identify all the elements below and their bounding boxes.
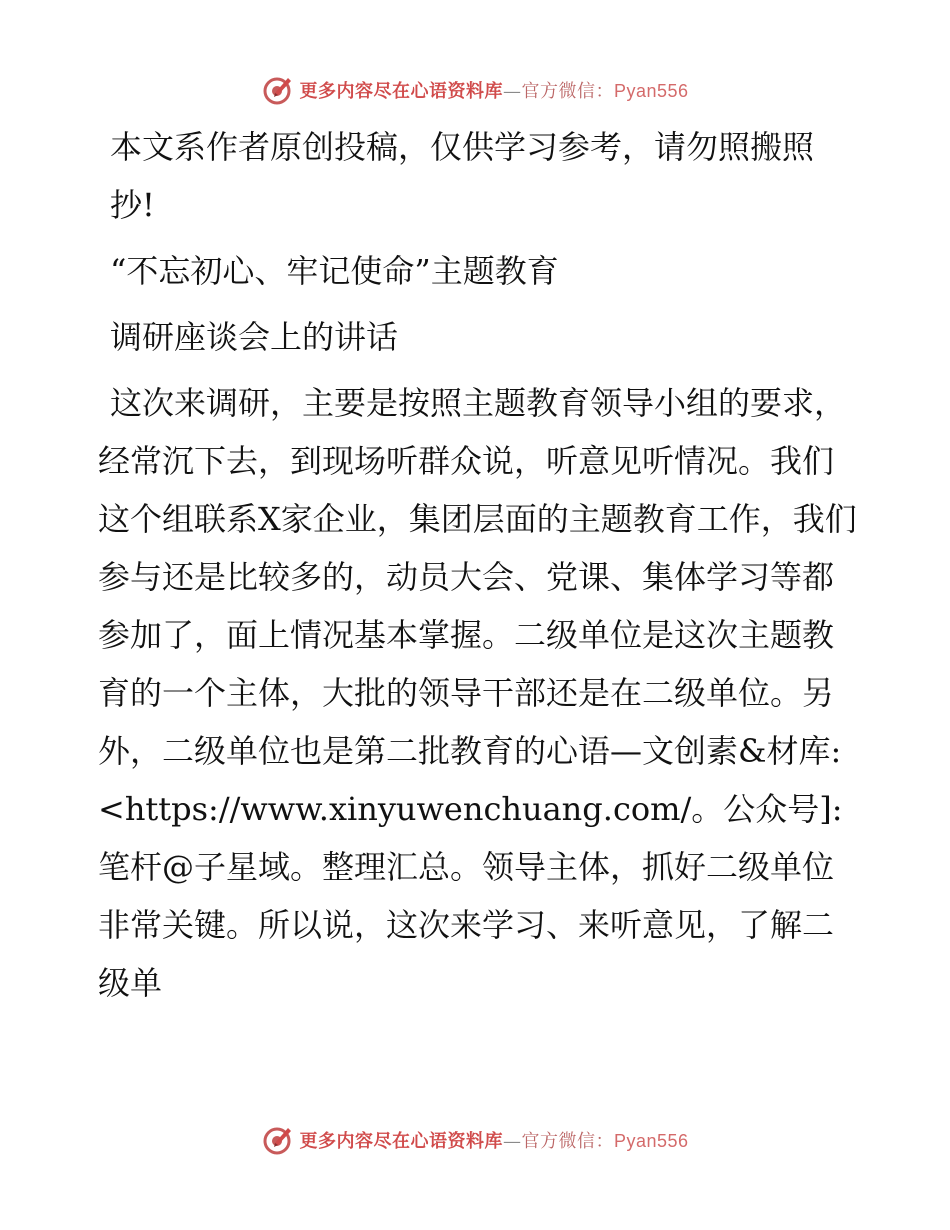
footer-brand: 更多内容尽在心语资料库 xyxy=(299,1131,503,1152)
speech-paragraph xyxy=(98,374,858,1012)
pen-logo-icon xyxy=(261,74,293,106)
document-title-line1: “不忘初心、牢记使命”主题教育 xyxy=(110,252,559,290)
footer-banner xyxy=(0,1120,950,1160)
footer-account: Pyan556 xyxy=(613,1131,689,1151)
speech-text: 这次来调研，主要是按照主题教育领导小组的要求，经常沉下去，到现场听群众说，听意见听情况。我们这个组联系X家企业，集团层面的主题教育工作，我们参与还是比较多的，动员大会、党课、集体学习等都参加了，面上情况基本掌握。二级单位是这次主题教育的一个主体，大批的领导干部还是在二级单位。另外，二级单位也是第二批教育的心语—文创素&材库: <https://www.xinyuwenchuang.com/。公众号]: 笔杆@子星域。整理汇总。领导主体，抓好二级单位非常关键。所以说，这次来学习、来听意见，了解二级单 xyxy=(98,384,857,1002)
header-brand: 更多内容尽在心语资料库 xyxy=(299,81,503,102)
header-banner-text xyxy=(299,77,688,103)
header-account: Pyan556 xyxy=(613,81,689,101)
document-body xyxy=(98,118,858,1012)
header-label: 官方微信： xyxy=(521,81,614,102)
header-banner-inner xyxy=(261,74,688,106)
footer-banner-inner xyxy=(261,1124,688,1156)
header-banner xyxy=(0,70,950,110)
copyright-notice: 本文系作者原创投稿，仅供学习参考，请勿照搬照抄! xyxy=(110,128,815,224)
footer-label: 官方微信： xyxy=(521,1131,614,1152)
header-separator: — xyxy=(502,81,522,102)
footer-separator: — xyxy=(502,1131,522,1152)
document-title-line2: 调研座谈会上的讲话 xyxy=(110,318,399,356)
footer-banner-text xyxy=(299,1127,688,1153)
pen-logo-icon xyxy=(261,1124,293,1156)
